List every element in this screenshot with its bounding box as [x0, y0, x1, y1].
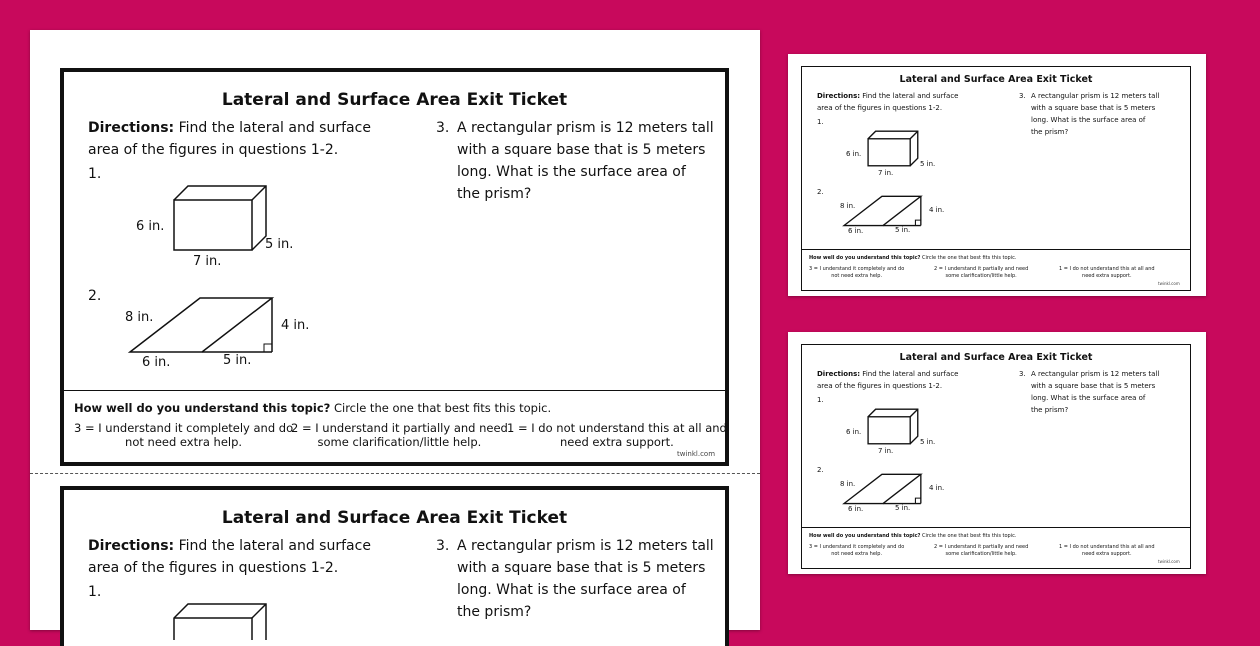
question-3-line4: the prism?	[457, 186, 532, 202]
question-3-line1: A rectangular prism is 12 meters tall	[1031, 370, 1160, 378]
directions-label: Directions:	[817, 370, 861, 378]
directions-label: Directions:	[88, 120, 175, 136]
rating-2-line1: 2 = I understand it partially and need	[934, 544, 1029, 550]
rectangular-prism-figure	[172, 600, 272, 640]
triangular-prism-figure	[843, 195, 923, 229]
base-left-label: 6 in.	[142, 355, 171, 370]
question-3-line2: with a square base that is 5 meters	[457, 142, 706, 158]
directions-line1	[817, 92, 958, 100]
rectangular-prism-figure	[867, 407, 921, 446]
ticket-title: Lateral and Surface Area Exit Ticket	[899, 74, 1093, 85]
prism-height-label: 6 in.	[136, 219, 165, 234]
rating-2-line2: some clarification/little help.	[945, 273, 1017, 279]
brand-label: twinkl.com	[677, 450, 716, 458]
rating-3-line1: 3 = I understand it completely and do	[809, 544, 905, 550]
rectangular-prism-figure	[172, 182, 272, 254]
rating-prompt-rest: Circle the one that best fits this topic.	[920, 533, 1017, 539]
question-3-number: 3.	[436, 120, 450, 136]
rating-2-line2: some clarification/little help.	[945, 551, 1017, 557]
question-3-line1: A rectangular prism is 12 meters tall	[457, 120, 714, 136]
rating-prompt-rest: Circle the one that best fits this topic.	[920, 255, 1017, 261]
question-3-line4: the prism?	[457, 604, 532, 620]
brand-label: twinkl.com	[1158, 281, 1180, 286]
triangular-prism-figure	[128, 296, 276, 358]
prism-length-label: 7 in.	[878, 169, 894, 177]
directions-line2: area of the figures in questions 1-2.	[817, 104, 943, 112]
rating-2-line1: 2 = I understand it partially and need	[291, 421, 508, 435]
rating-3-line2: not need extra help.	[831, 273, 883, 279]
directions-line2: area of the figures in questions 1-2.	[88, 560, 339, 576]
rating-1	[1059, 266, 1155, 280]
ticket-title: Lateral and Surface Area Exit Ticket	[221, 90, 568, 110]
base-right-label: 5 in.	[895, 226, 911, 234]
rating-2	[291, 421, 508, 449]
ticket-title: Lateral and Surface Area Exit Ticket	[221, 508, 568, 528]
rating-prompt-bold: How well do you understand this topic?	[74, 401, 331, 415]
question-3-line3: long. What is the surface area of	[457, 164, 686, 180]
rating-2-line2: some clarification/little help.	[317, 435, 482, 449]
rating-3-line1: 3 = I understand it completely and do	[74, 421, 294, 435]
base-left-label: 6 in.	[848, 505, 864, 513]
question-3-line2: with a square base that is 5 meters	[1031, 382, 1156, 390]
directions-text: Find the lateral and surface	[174, 538, 371, 554]
prism-depth-label: 5 in.	[265, 237, 294, 252]
question-3-line2: with a square base that is 5 meters	[1031, 104, 1156, 112]
rating-1-line1: 1 = I do not understand this at all and	[507, 421, 727, 435]
rating-1-line1: 1 = I do not understand this at all and	[1059, 544, 1155, 550]
question-3-line3: long. What is the surface area of	[1031, 116, 1146, 124]
prism-depth-label: 5 in.	[920, 160, 936, 168]
rating-1	[1059, 544, 1155, 558]
directions-line1	[88, 120, 371, 136]
rating-prompt-bold: How well do you understand this topic?	[809, 533, 921, 539]
question-1-number: 1.	[88, 166, 102, 182]
rating-2	[934, 544, 1028, 558]
brand-label: twinkl.com	[1158, 559, 1180, 564]
rating-1-line2: need extra support.	[1082, 273, 1132, 279]
question-3-number: 3.	[1019, 92, 1026, 100]
prism-length-label: 7 in.	[878, 447, 894, 455]
rating-3	[74, 421, 293, 449]
question-2-number: 2.	[817, 466, 824, 474]
question-1-number: 1.	[817, 396, 824, 404]
triangular-prism-figure	[843, 473, 923, 507]
triangle-height-label: 4 in.	[929, 484, 945, 492]
rating-prompt-bold: How well do you understand this topic?	[809, 255, 921, 261]
rating-3-line1: 3 = I understand it completely and do	[809, 266, 905, 272]
triangle-slant-label: 8 in.	[840, 202, 856, 210]
question-3-line1: A rectangular prism is 12 meters tall	[1031, 92, 1160, 100]
triangle-height-label: 4 in.	[929, 206, 945, 214]
directions-line1	[817, 370, 958, 378]
directions-text: Find the lateral and surface	[860, 370, 959, 378]
rating-prompt	[74, 401, 551, 415]
rating-1-line2: need extra support.	[1082, 551, 1132, 557]
rating-prompt-rest: Circle the one that best fits this topic.	[330, 401, 552, 415]
rating-3-line2: not need extra help.	[125, 435, 243, 449]
ticket-divider	[64, 390, 725, 391]
directions-line2: area of the figures in questions 1-2.	[817, 382, 943, 390]
rectangular-prism-figure	[867, 129, 921, 168]
rating-prompt	[809, 533, 1016, 539]
rating-1-line2: need extra support.	[560, 435, 674, 449]
prism-height-label: 6 in.	[846, 150, 862, 158]
question-3-line2: with a square base that is 5 meters	[457, 560, 706, 576]
exit-ticket-large-top	[60, 68, 729, 466]
directions-label: Directions:	[817, 92, 861, 100]
cut-line	[30, 473, 760, 474]
prism-depth-label: 5 in.	[920, 438, 936, 446]
base-right-label: 5 in.	[223, 353, 252, 368]
question-1-number: 1.	[88, 584, 102, 600]
rating-3	[809, 544, 904, 558]
directions-text: Find the lateral and surface	[174, 120, 371, 136]
prism-height-label: 6 in.	[846, 428, 862, 436]
question-3-line1: A rectangular prism is 12 meters tall	[457, 538, 714, 554]
exit-ticket-small-2	[801, 344, 1191, 569]
rating-3-line2: not need extra help.	[831, 551, 883, 557]
directions-line1	[88, 538, 371, 554]
triangle-slant-label: 8 in.	[840, 480, 856, 488]
prism-length-label: 7 in.	[193, 254, 222, 269]
rating-1-line1: 1 = I do not understand this at all and	[1059, 266, 1155, 272]
directions-line2: area of the figures in questions 1-2.	[88, 142, 339, 158]
question-3-number: 3.	[1019, 370, 1026, 378]
rating-3	[809, 266, 904, 280]
question-3-line4: the prism?	[1031, 406, 1069, 414]
ticket-title: Lateral and Surface Area Exit Ticket	[899, 352, 1093, 363]
ticket-divider	[802, 249, 1190, 250]
directions-text: Find the lateral and surface	[860, 92, 959, 100]
base-left-label: 6 in.	[848, 227, 864, 235]
rating-prompt	[809, 255, 1016, 261]
ticket-divider	[802, 527, 1190, 528]
triangle-slant-label: 8 in.	[125, 310, 154, 325]
exit-ticket-small-1	[801, 66, 1191, 291]
exit-ticket-large-bottom	[60, 486, 729, 646]
question-3-number: 3.	[436, 538, 450, 554]
base-right-label: 5 in.	[895, 504, 911, 512]
rating-1	[507, 421, 727, 449]
question-3-line3: long. What is the surface area of	[1031, 394, 1146, 402]
question-2-number: 2.	[817, 188, 824, 196]
directions-label: Directions:	[88, 538, 175, 554]
rating-2	[934, 266, 1028, 280]
question-3-line4: the prism?	[1031, 128, 1069, 136]
question-3-line3: long. What is the surface area of	[457, 582, 686, 598]
question-1-number: 1.	[817, 118, 824, 126]
triangle-height-label: 4 in.	[281, 318, 310, 333]
question-2-number: 2.	[88, 288, 102, 304]
rating-2-line1: 2 = I understand it partially and need	[934, 266, 1029, 272]
